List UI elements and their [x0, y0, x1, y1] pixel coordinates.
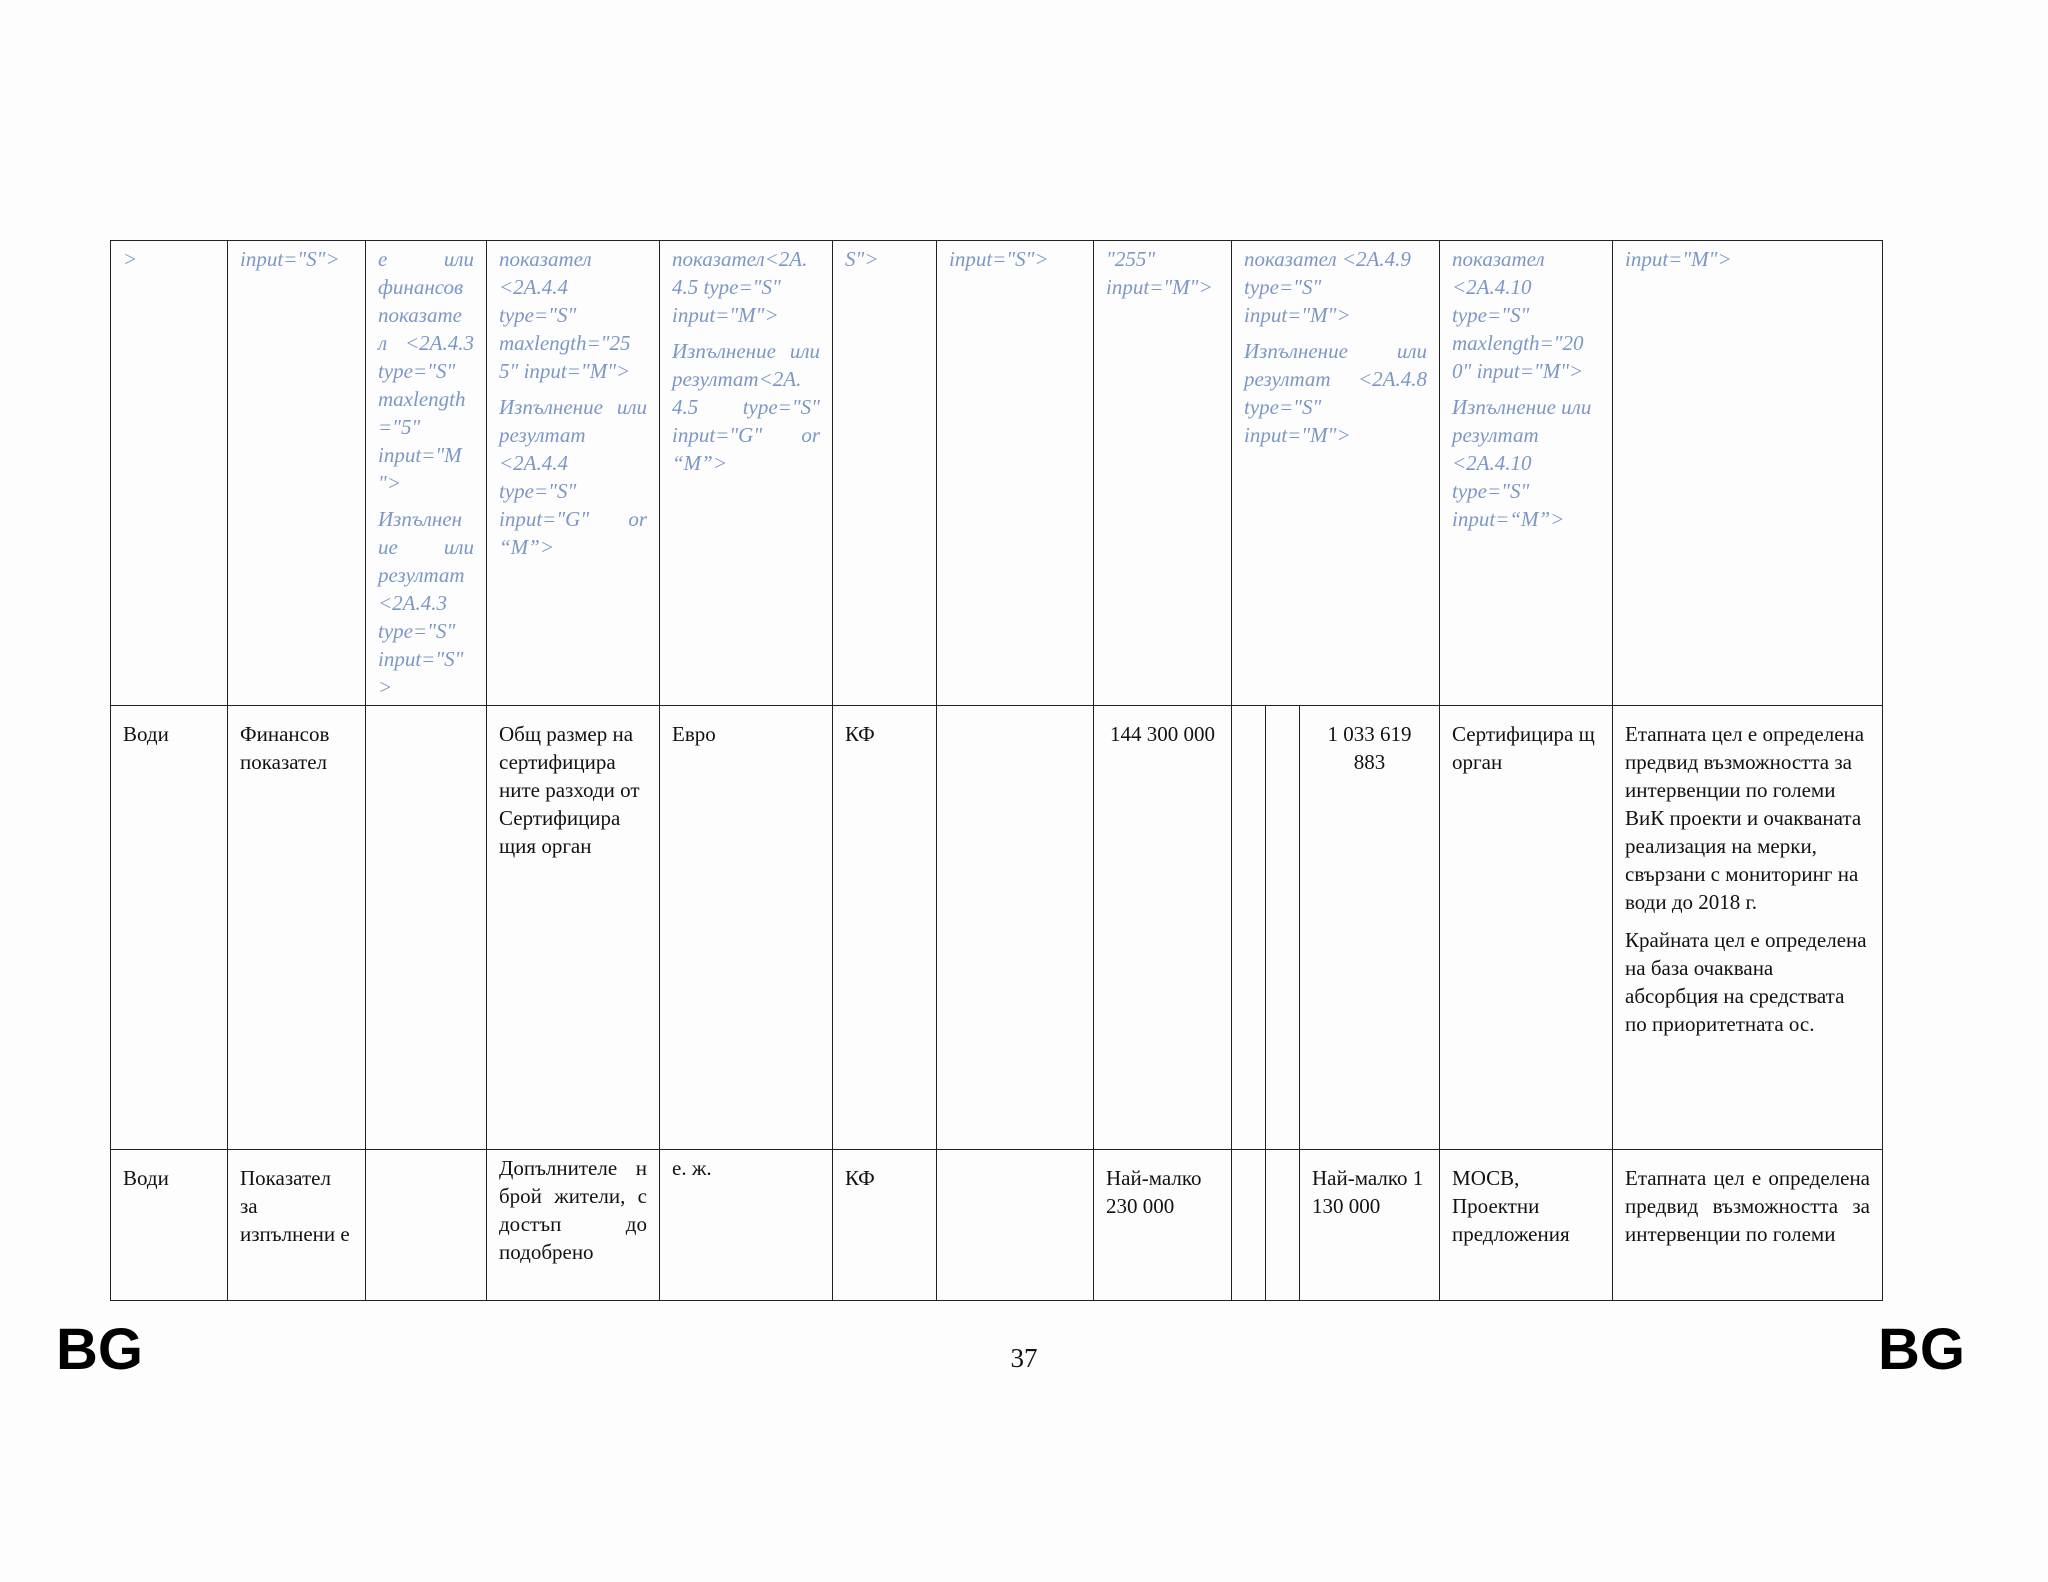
cell: [366, 706, 487, 1150]
cell: МОСВ, Проектни предложения: [1440, 1150, 1613, 1301]
cell: КФ: [833, 706, 937, 1150]
cell: input="S">: [937, 241, 1094, 706]
cell: [937, 1150, 1094, 1301]
cell-paragraph: показател <2A.4.4 type="S" maxlength="25 5" input="M">: [499, 247, 631, 383]
cell: S">: [833, 241, 937, 706]
cell: Евро: [660, 706, 833, 1150]
cell: [366, 241, 487, 706]
cell: Общ размер на сертифицира ните разходи от Сертифицира щия орган: [487, 706, 660, 1150]
cell-paragraph: Изпълнен ие или резултат <2A.4.3 type="S" input="S" >: [378, 507, 474, 699]
cell: [487, 241, 660, 706]
cell: Етапната цел е определена предвид възможността за интервенции по големи: [1613, 1150, 1883, 1301]
table-row: [111, 241, 1883, 706]
cell-paragraph: Етапната цел е определена предвид възможността за интервенции по големи ВиК проекти и очакваната реализация на мерки, свързани с мониторинг на води до 2018 г.: [1625, 722, 1865, 914]
indicator-table: [110, 240, 1883, 1301]
cell-paragraph: Крайната цел е определена на база очаквана абсорбция на средствата по приоритетната ос.: [1625, 928, 1867, 1036]
cell: input="M">: [1613, 241, 1883, 706]
cell: [1266, 1150, 1300, 1301]
cell: 1 033 619 883: [1300, 706, 1440, 1150]
cell-paragraph: показател<2A. 4.5 type="S" input="M">: [672, 247, 808, 327]
cell: [1232, 241, 1440, 706]
country-code-right: BG: [1878, 1317, 1965, 1382]
cell: >: [111, 241, 228, 706]
cell-paragraph: показател <2A.4.10 type="S" maxlength="20 0" input="M">: [1452, 247, 1584, 383]
page-number: 37: [1010, 1343, 1038, 1373]
cell: input="S">: [228, 241, 366, 706]
cell: [1232, 706, 1266, 1150]
cell: Сертифицира щ орган: [1440, 706, 1613, 1150]
cell-paragraph: Изпълнение или резултат <2A.4.8 type="S" input="M">: [1244, 339, 1428, 447]
table-row: [111, 1150, 1883, 1301]
cell-paragraph: Изпълнение или резултат<2A. 4.5 type="S" input="G" or “M”>: [672, 339, 820, 475]
cell: Показател за изпълнени е: [228, 1150, 366, 1301]
cell: [937, 706, 1094, 1150]
country-code-left: BG: [56, 1317, 143, 1382]
cell: [1613, 706, 1883, 1150]
cell-paragraph: показател <2A.4.9 type="S" input="M">: [1244, 247, 1411, 327]
cell-paragraph: Изпълнение или резултат <2A.4.10 type="S" input=“M”>: [1452, 395, 1592, 531]
cell: [1232, 1150, 1266, 1301]
table-row: [111, 706, 1883, 1150]
cell: [1266, 706, 1300, 1150]
cell: [660, 241, 833, 706]
cell: Най-малко 1 130 000: [1300, 1150, 1440, 1301]
cell: Води: [111, 706, 228, 1150]
cell: Допълнителе н брой жители, с достъп до подобрено: [487, 1150, 660, 1301]
cell: КФ: [833, 1150, 937, 1301]
cell: [1440, 241, 1613, 706]
cell-paragraph: е или финансов показате л <2A.4.3 type="S" maxlength ="5" input="M ">: [378, 247, 474, 495]
cell: Най-малко 230 000: [1094, 1150, 1232, 1301]
cell: 144 300 000: [1094, 706, 1232, 1150]
cell: "255" input="M">: [1094, 241, 1232, 706]
cell: [366, 1150, 487, 1301]
cell: е. ж.: [660, 1150, 833, 1301]
cell: Финансов показател: [228, 706, 366, 1150]
cell: Води: [111, 1150, 228, 1301]
cell-paragraph: Изпълнение или резултат <2A.4.4 type="S" input="G" or “M”>: [499, 395, 647, 559]
